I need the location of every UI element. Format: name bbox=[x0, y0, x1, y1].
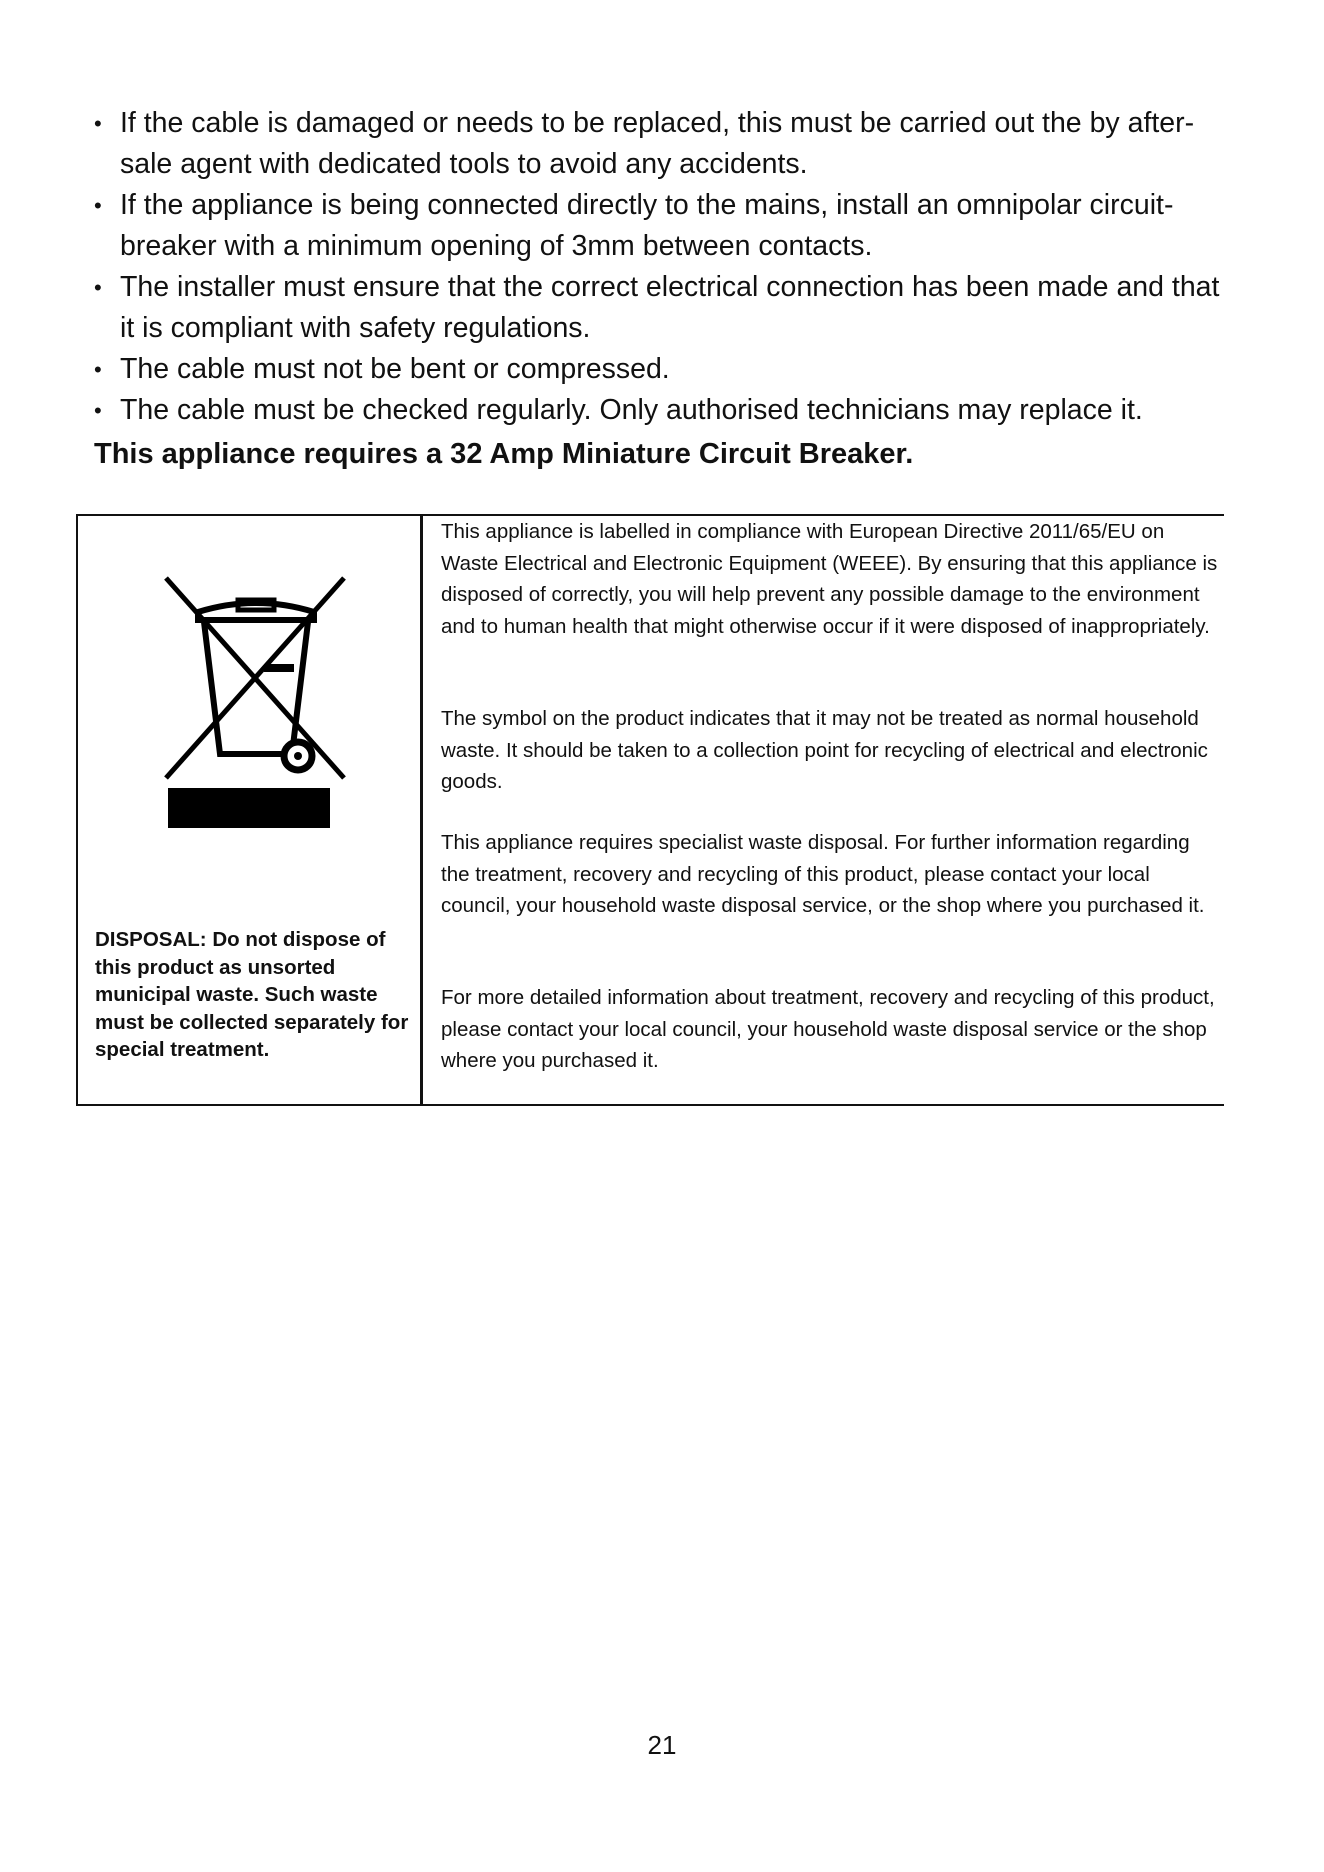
weee-info-cell bbox=[423, 514, 1224, 1106]
bullet-text: If the appliance is being connected directly to the mains, install an omnipolar circuit-breaker with a minimum opening of 3mm between contacts. bbox=[120, 189, 1174, 262]
bullet-marker: • bbox=[94, 275, 102, 300]
bullet-text: The cable must be checked regularly. Only authorised technicians may replace it. bbox=[120, 394, 1143, 426]
bullet-item bbox=[90, 390, 1240, 431]
bullet-item bbox=[90, 185, 1240, 267]
weee-disposal-table bbox=[76, 514, 1224, 1106]
bullet-text: The cable must not be bent or compressed. bbox=[120, 353, 670, 385]
crossed-out-wheelie-bin-icon bbox=[146, 556, 366, 806]
bullet-marker: • bbox=[94, 357, 102, 382]
bullet-marker: • bbox=[94, 398, 102, 423]
bullet-item bbox=[90, 349, 1240, 390]
page-number: 21 bbox=[647, 1730, 677, 1760]
bullet-item bbox=[90, 267, 1240, 349]
further-information-paragraph: For more detailed information about treatment, recovery and recycling of this product, please contact your local council, your household waste disposal service or the shop where you purchased it. bbox=[441, 986, 1215, 1072]
weee-directive-paragraph: This appliance is labelled in compliance with European Directive 2011/65/EU on Waste Electrical and Electronic Equipment (WEEE). By ensuring that this appliance is disposed of correctly, you will help prevent any possible damage to the environment and to human health that might otherwise occur if it were disposed of inappropriately. bbox=[441, 520, 1218, 638]
bullet-text: If the cable is damaged or needs to be replaced, this must be carried out the by after-sale agent with dedicated tools to avoid any accidents. bbox=[120, 107, 1195, 180]
specialist-disposal-paragraph: This appliance requires specialist waste disposal. For further information regarding the treatment, recovery and recycling of this product, please contact your local council, your household waste disposal service, or the shop where you purchased it. bbox=[441, 831, 1205, 917]
circuit-breaker-requirement: This appliance requires a 32 Amp Miniature Circuit Breaker. bbox=[94, 438, 914, 470]
safety-bullet-list bbox=[90, 103, 1240, 431]
symbol-meaning-paragraph: The symbol on the product indicates that it may not be treated as normal household waste. It should be taken to a collection point for recycling of electrical and electronic goods. bbox=[441, 707, 1208, 793]
disposal-note: DISPOSAL: Do not dispose of this product as unsorted municipal waste. Such waste must be collected separately for special treatment. bbox=[95, 928, 409, 1061]
weee-solid-bar bbox=[168, 788, 330, 828]
bullet-item bbox=[90, 103, 1240, 185]
bullet-text: The installer must ensure that the correct electrical connection has been made and that it is compliant with safety regulations. bbox=[120, 271, 1220, 344]
bullet-marker: • bbox=[94, 193, 102, 218]
bullet-marker: • bbox=[94, 111, 102, 136]
weee-symbol-cell bbox=[76, 514, 423, 1106]
